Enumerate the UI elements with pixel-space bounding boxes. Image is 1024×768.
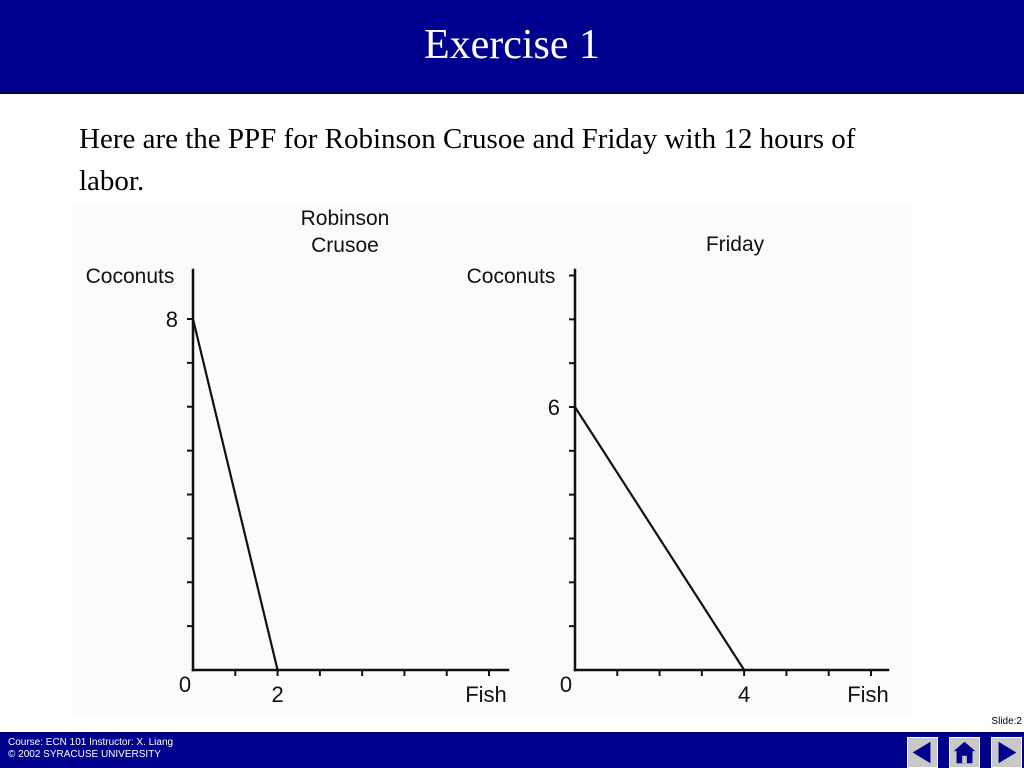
- origin-label: 0: [178, 672, 192, 697]
- slide-body-text: Here are the PPF for Robinson Crusoe and Friday with 12 hours of labor.: [79, 123, 856, 197]
- y-tick-label: 6: [547, 395, 560, 420]
- slide-number: Slide:2: [991, 716, 1022, 727]
- home-icon: [950, 738, 979, 767]
- footer-bar: [0, 732, 1024, 768]
- chart-title: Friday: [705, 233, 765, 256]
- previous-slide-button[interactable]: [907, 737, 938, 768]
- chart-robinson-crusoe: [86, 207, 508, 707]
- home-button[interactable]: [949, 737, 980, 768]
- ppf-line: [575, 407, 744, 670]
- chart-title: Robinson: [300, 207, 390, 230]
- next-slide-button[interactable]: [991, 737, 1022, 768]
- x-axis-label: Fish: [847, 682, 889, 707]
- ppf-line: [193, 319, 278, 670]
- triangle-left-icon: [908, 738, 937, 767]
- origin-label: 0: [559, 672, 573, 697]
- chart-title: Crusoe: [311, 234, 379, 257]
- x-tick-label: 4: [738, 682, 751, 707]
- footer-copyright: © 2002 SYRACUSE UNIVERSITY: [8, 749, 161, 760]
- footer-course-info: Course: ECN 101 Instructor: X. Liang: [8, 737, 174, 748]
- triangle-right-icon: [992, 738, 1021, 767]
- slide-title: Exercise 1: [423, 22, 601, 68]
- y-axis-label: Coconuts: [85, 265, 175, 288]
- x-tick-label: 2: [271, 682, 284, 707]
- y-tick-label: 8: [165, 307, 178, 332]
- x-axis-label: Fish: [465, 682, 507, 707]
- chart-friday: [467, 233, 889, 707]
- y-axis-label: Coconuts: [466, 265, 556, 288]
